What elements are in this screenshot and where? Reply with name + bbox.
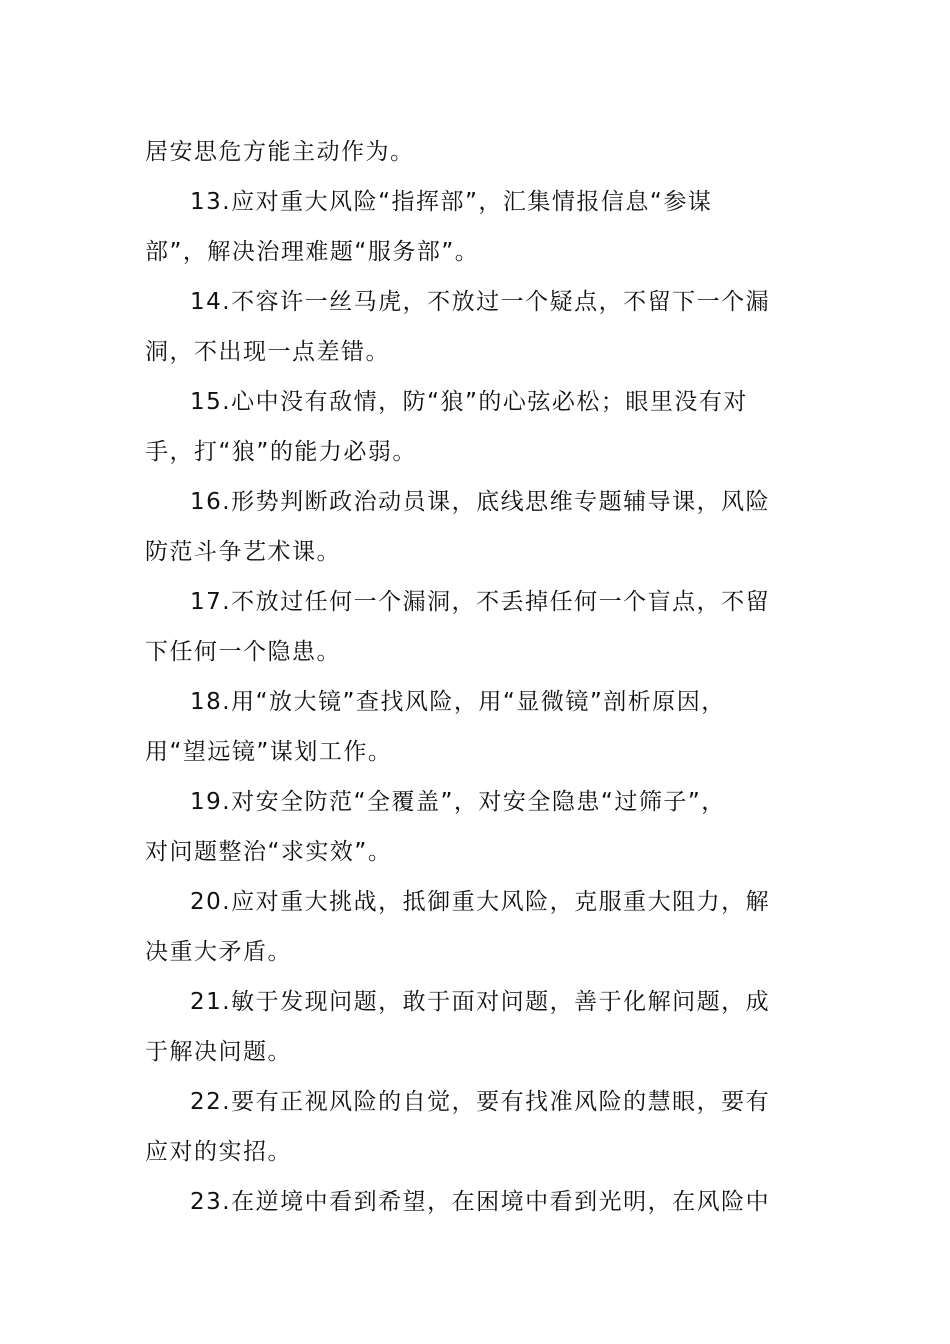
paragraph-line: 17.不放过任何一个漏洞，不丢掉任何一个盲点，不留 xyxy=(190,589,771,615)
paragraph-line: 13.应对重大风险“指挥部”，汇集情报信息“参谋 xyxy=(190,189,713,215)
paragraph-line: 洞，不出现一点差错。 xyxy=(145,339,390,365)
paragraph-line: 部”，解决治理难题“服务部”。 xyxy=(145,239,480,265)
paragraph-line: 15.心中没有敌情，防“狼”的心弦必松；眼里没有对 xyxy=(190,389,748,415)
paragraph-line: 防范斗争艺术课。 xyxy=(145,539,341,565)
paragraph-line: 应对的实招。 xyxy=(145,1139,292,1165)
paragraph-line: 18.用“放大镜”查找风险，用“显微镜”剖析原因， xyxy=(190,689,726,715)
paragraph-line: 用“望远镜”谋划工作。 xyxy=(145,739,393,765)
paragraph-line: 对问题整治“求实效”。 xyxy=(145,839,393,865)
paragraph-line: 于解决问题。 xyxy=(145,1039,292,1065)
paragraph-line: 19.对安全防范“全覆盖”，对安全隐患“过筛子”， xyxy=(190,789,726,815)
paragraph-line: 22.要有正视风险的自觉，要有找准风险的慧眼，要有 xyxy=(190,1089,771,1115)
paragraph-line: 14.不容许一丝马虎，不放过一个疑点，不留下一个漏 xyxy=(190,289,771,315)
paragraph-line: 20.应对重大挑战，抵御重大风险，克服重大阻力，解 xyxy=(190,889,771,915)
paragraph-line: 16.形势判断政治动员课，底线思维专题辅导课，风险 xyxy=(190,489,771,515)
paragraph-line: 决重大矛盾。 xyxy=(145,939,292,965)
paragraph-line: 手，打“狼”的能力必弱。 xyxy=(145,439,417,465)
paragraph-line: 下任何一个隐患。 xyxy=(145,639,341,665)
paragraph-line: 居安思危方能主动作为。 xyxy=(145,139,415,165)
paragraph-line: 21.敏于发现问题，敢于面对问题，善于化解问题，成 xyxy=(190,989,771,1015)
paragraph-line: 23.在逆境中看到希望，在困境中看到光明，在风险中 xyxy=(190,1189,771,1215)
